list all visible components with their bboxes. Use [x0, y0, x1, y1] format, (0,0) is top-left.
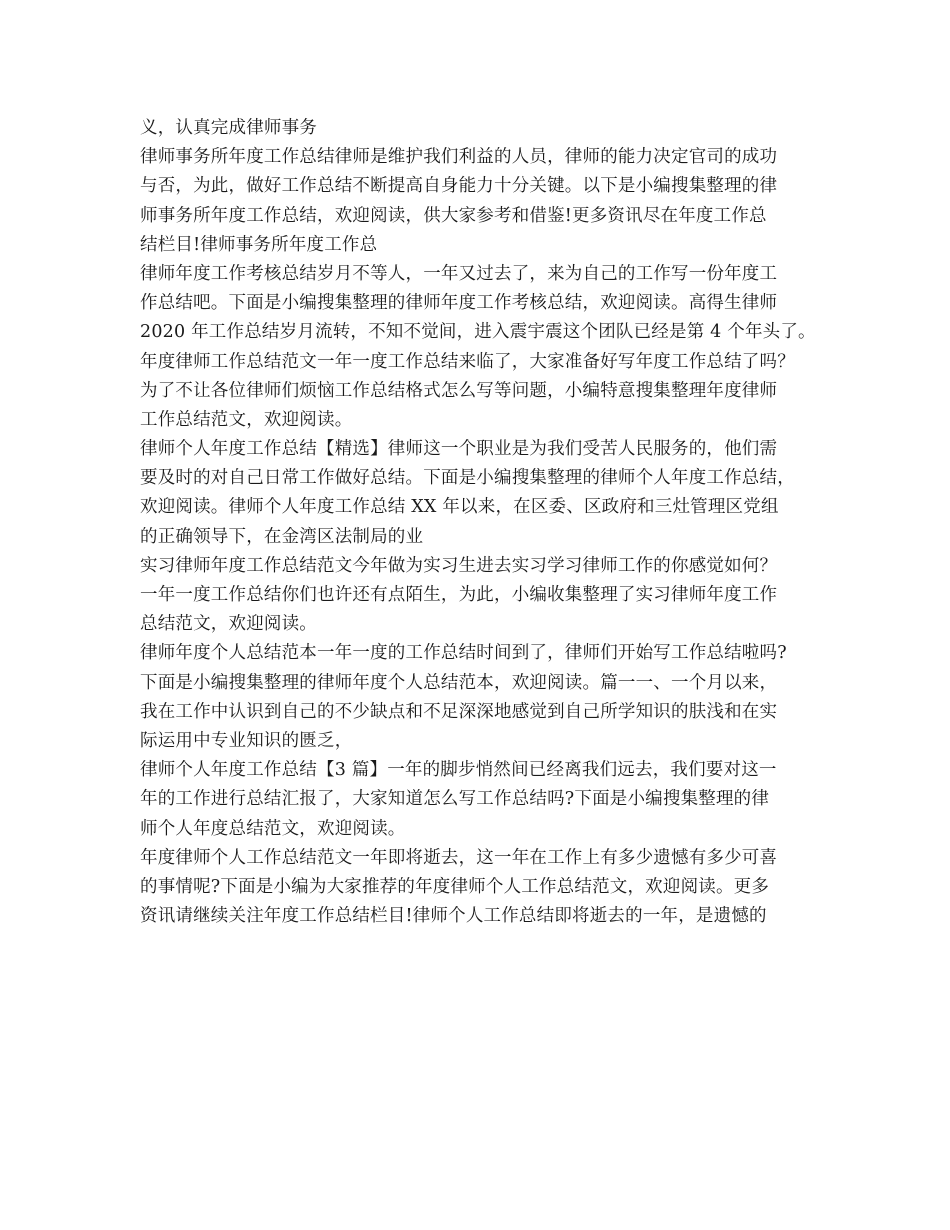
- text-line: 作总结吧。下面是小编搜集整理的律师年度工作考核总结，欢迎阅读。高得生律师: [140, 293, 778, 314]
- text-line: 要及时的对自己日常工作做好总结。下面是小编搜集整理的律师个人年度工作总结，: [140, 468, 795, 489]
- text-line: 欢迎阅读。律师个人年度工作总结 XX 年以来，在区委、区政府和三灶管理区党组: [140, 497, 779, 518]
- text-line: 下面是小编搜集整理的律师年度个人总结范本，欢迎阅读。篇一一、一个月以来，: [140, 672, 778, 693]
- text-line: 结栏目!律师事务所年度工作总: [140, 234, 378, 255]
- text-line: 工作总结范文，欢迎阅读。: [140, 409, 353, 430]
- text-line: 2020 年工作总结岁月流转，不知不觉间，进入震宇震这个团队已经是第 4 个年头了。: [140, 322, 816, 343]
- text-line: 义，认真完成律师事务: [140, 118, 317, 138]
- text-line: 年度律师工作总结范文一年一度工作总结来临了，大家准备好写年度工作总结了吗？: [140, 351, 795, 372]
- text-line: 师个人年度总结范文，欢迎阅读。: [140, 818, 406, 839]
- text-line: 的正确领导下，在金湾区法制局的业: [140, 526, 424, 547]
- text-line: 总结范文，欢迎阅读。: [140, 614, 317, 635]
- text-line: 律师个人年度工作总结【3 篇】一年的脚步悄然间已经离我们远去，我们要对这一: [140, 760, 777, 781]
- text-line: 我在工作中认识到自己的不少缺点和不足深深地感觉到自己所学知识的肤浅和在实: [140, 701, 778, 722]
- text-line: 年的工作进行总结汇报了，大家知道怎么写工作总结吗?下面是小编搜集整理的律: [140, 789, 770, 810]
- text-line: 律师事务所年度工作总结律师是维护我们利益的人员，律师的能力决定官司的成功: [140, 147, 778, 168]
- text-line: 资讯请继续关注年度工作总结栏目!律师个人工作总结即将逝去的一年，是遗憾的: [140, 906, 767, 927]
- text-line: 际运用中专业知识的匮乏，: [140, 730, 353, 751]
- text-line: 师事务所年度工作总结，欢迎阅读，供大家参考和借鉴!更多资讯尽在年度工作总: [140, 205, 767, 226]
- text-line: 为了不让各位律师们烦恼工作总结格式怎么写等问题，小编特意搜集整理年度律师: [140, 380, 778, 401]
- document-body: [140, 114, 830, 931]
- text-line: 律师年度个人总结范本一年一度的工作总结时间到了，律师们开始写工作总结啦吗?: [140, 643, 787, 664]
- text-line: 一年一度工作总结你们也许还有点陌生，为此，小编收集整理了实习律师年度工作: [140, 585, 778, 605]
- text-line: 年度律师个人工作总结范文一年即将逝去，这一年在工作上有多少遗憾有多少可喜: [140, 847, 778, 868]
- text-line: 实习律师年度工作总结范文今年做为实习生进去实习学习律师工作的你感觉如何？: [140, 555, 778, 576]
- text-line: 与否，为此，做好工作总结不断提高自身能力十分关键。以下是小编搜集整理的律: [140, 176, 778, 197]
- text-line: 律师年度工作考核总结岁月不等人，一年又过去了，来为自己的工作写一份年度工: [140, 263, 778, 284]
- text-line: 的事情呢?下面是小编为大家推荐的年度律师个人工作总结范文，欢迎阅读。更多: [140, 876, 770, 897]
- text-line: 律师个人年度工作总结【精选】律师这一个职业是为我们受苦人民服务的，他们需: [140, 439, 778, 460]
